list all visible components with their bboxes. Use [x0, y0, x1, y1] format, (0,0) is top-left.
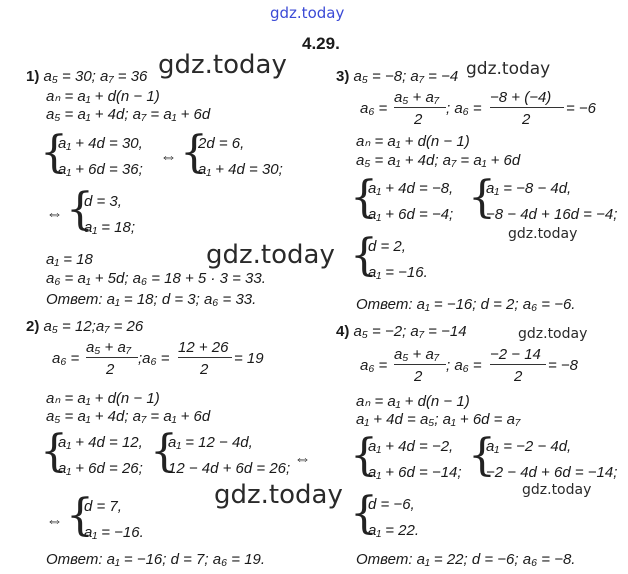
p2-brace-1: {: [40, 426, 68, 477]
p1-a6: a₆ = a₁ + 5d; a₆ = 18 + 5 · 3 = 33.: [46, 270, 266, 287]
watermark-5: gdz.today: [508, 226, 578, 242]
p1-a1: a₁ = 18: [46, 251, 93, 268]
p3-given: a₅ = −8; a₇ = −4: [353, 68, 459, 85]
p2-sys1-eq1: a₁ + 4d = 12,: [58, 434, 143, 451]
p1-equiv-1: ⇔: [160, 147, 177, 166]
p4-result: = −8: [548, 357, 579, 374]
watermark-6: gdz.today: [518, 326, 588, 342]
p4-sys2-eq2: −2 − 4d + 6d = −14;: [486, 464, 618, 481]
p2-sys3-eq2: a₁ = −16.: [84, 524, 144, 541]
p3-a6-lhs: a₆ =: [360, 100, 388, 117]
p3-mid: ; a₆ =: [446, 100, 482, 117]
p4-sys1-eq1: a₁ + 4d = −2,: [368, 438, 454, 455]
p3-frac1-num: a₅ + a₇: [394, 89, 440, 106]
p2-brace-3: {: [66, 490, 94, 541]
p1-terms: a₅ = a₁ + 4d; a₇ = a₁ + 6d: [46, 106, 211, 123]
p2-given: a₅ = 12;a₇ = 26: [43, 318, 144, 335]
p2-result: = 19: [234, 350, 264, 367]
problem-title: 4.29.: [302, 34, 340, 53]
p3-frac2-bar: [490, 107, 564, 108]
p4-given: a₅ = −2; a₇ = −14: [353, 323, 467, 340]
p4-sys3-eq1: d = −6,: [368, 496, 415, 513]
p1-general-formula: aₙ = a₁ + d(n − 1): [46, 88, 160, 105]
p2-sys3-eq1: d = 7,: [84, 498, 122, 515]
p4-brace-3: {: [350, 488, 378, 539]
p4-terms: a₁ + 4d = a₅; a₁ + 6d = a₇: [356, 411, 521, 428]
p4-frac1-num: a₅ + a₇: [394, 346, 440, 363]
p1-sys1-eq1: a₁ + 4d = 30,: [58, 135, 143, 152]
p1-brace-3: {: [66, 184, 94, 235]
p2-frac2-num: 12 + 26: [178, 339, 229, 356]
p1-sys2-eq1: 2d = 6,: [198, 135, 245, 152]
p3-frac2-num: −8 + (−4): [490, 89, 552, 106]
p1-equiv-2: ⇔: [46, 204, 63, 223]
watermark-top: gdz.today: [270, 4, 345, 22]
p2-mid: ;a₆ =: [138, 350, 170, 367]
p2-number: 2): [26, 318, 40, 335]
p3-general-formula: aₙ = a₁ + d(n − 1): [356, 133, 470, 150]
p2-sys2-eq1: a₁ = 12 − 4d,: [168, 434, 253, 451]
p4-brace-2: {: [468, 430, 496, 481]
p1-brace-2: {: [180, 127, 208, 178]
p1-sys3-eq2: a₁ = 18;: [84, 219, 136, 236]
p1-sys1-eq2: a₁ + 6d = 36;: [58, 161, 143, 178]
watermark-1: gdz.today: [158, 50, 287, 80]
p3-result: = −6: [566, 100, 597, 117]
p1-brace-1: {: [40, 127, 68, 178]
watermark-2: gdz.today: [206, 240, 335, 270]
p4-frac2-bar: [490, 364, 546, 365]
p1-answer: Ответ: a₁ = 18; d = 3; a₆ = 33.: [46, 291, 257, 308]
p1-given: a₅ = 30; a₇ = 36: [43, 68, 148, 85]
p4-mid: ; a₆ =: [446, 357, 482, 374]
p2-equiv-1: ⇔: [294, 449, 311, 468]
watermark-4: gdz.today: [466, 59, 551, 79]
p3-sys1-eq1: a₁ + 4d = −8,: [368, 180, 454, 197]
p3-frac1-bar: [394, 107, 446, 108]
p3-brace-2: {: [468, 172, 496, 223]
p4-brace-1: {: [350, 430, 378, 481]
p3-number: 3): [336, 68, 350, 85]
p2-frac1-bar: [86, 357, 138, 358]
p2-frac1-den: 2: [106, 361, 115, 378]
watermark-7: gdz.today: [522, 482, 592, 498]
p2-sys2-eq2: 12 − 4d + 6d = 26;: [168, 460, 291, 477]
p2-terms: a₅ = a₁ + 4d; a₇ = a₁ + 6d: [46, 408, 211, 425]
p3-sys2-eq2: −8 − 4d + 16d = −4;: [486, 206, 618, 223]
p3-sys1-eq2: a₁ + 6d = −4;: [368, 206, 454, 223]
p1-sys3-eq1: d = 3,: [84, 193, 122, 210]
p2-frac2-bar: [178, 357, 232, 358]
p1-sys2-eq2: a₁ + 4d = 30;: [198, 161, 283, 178]
p4-frac2-den: 2: [514, 368, 523, 385]
p4-sys2-eq1: a₁ = −2 − 4d,: [486, 438, 572, 455]
p4-frac1-den: 2: [414, 368, 423, 385]
p3-brace-1: {: [350, 172, 378, 223]
p4-sys3-eq2: a₁ = 22.: [368, 522, 420, 539]
p3-answer: Ответ: a₁ = −16; d = 2; a₆ = −6.: [356, 296, 576, 313]
p2-answer: Ответ: a₁ = −16; d = 7; a₆ = 19.: [46, 551, 266, 568]
p3-sys2-eq1: a₁ = −8 − 4d,: [486, 180, 572, 197]
p4-a6-lhs: a₆ =: [360, 357, 388, 374]
p2-sys1-eq2: a₁ + 6d = 26;: [58, 460, 143, 477]
p3-brace-3: {: [350, 230, 378, 281]
p3-frac1-den: 2: [414, 111, 423, 128]
p3-sys3-eq1: d = 2,: [368, 238, 406, 255]
p4-frac2-num: −2 − 14: [490, 346, 541, 363]
p2-brace-2: {: [150, 426, 178, 477]
p4-answer: Ответ: a₁ = 22; d = −6; a₆ = −8.: [356, 551, 576, 568]
p3-frac2-den: 2: [522, 111, 531, 128]
p2-a6-lhs: a₆ =: [52, 350, 80, 367]
p4-general-formula: aₙ = a₁ + d(n − 1): [356, 393, 470, 410]
p2-general-formula: aₙ = a₁ + d(n − 1): [46, 390, 160, 407]
p4-sys1-eq2: a₁ + 6d = −14;: [368, 464, 462, 481]
p2-frac2-den: 2: [200, 361, 209, 378]
p2-frac1-num: a₅ + a₇: [86, 339, 132, 356]
p3-sys3-eq2: a₁ = −16.: [368, 264, 428, 281]
p4-number: 4): [336, 323, 350, 340]
p2-equiv-2: ⇔: [46, 511, 63, 530]
p3-terms: a₅ = a₁ + 4d; a₇ = a₁ + 6d: [356, 152, 521, 169]
p4-frac1-bar: [394, 364, 446, 365]
watermark-3: gdz.today: [214, 480, 343, 510]
p1-number: 1): [26, 68, 40, 85]
